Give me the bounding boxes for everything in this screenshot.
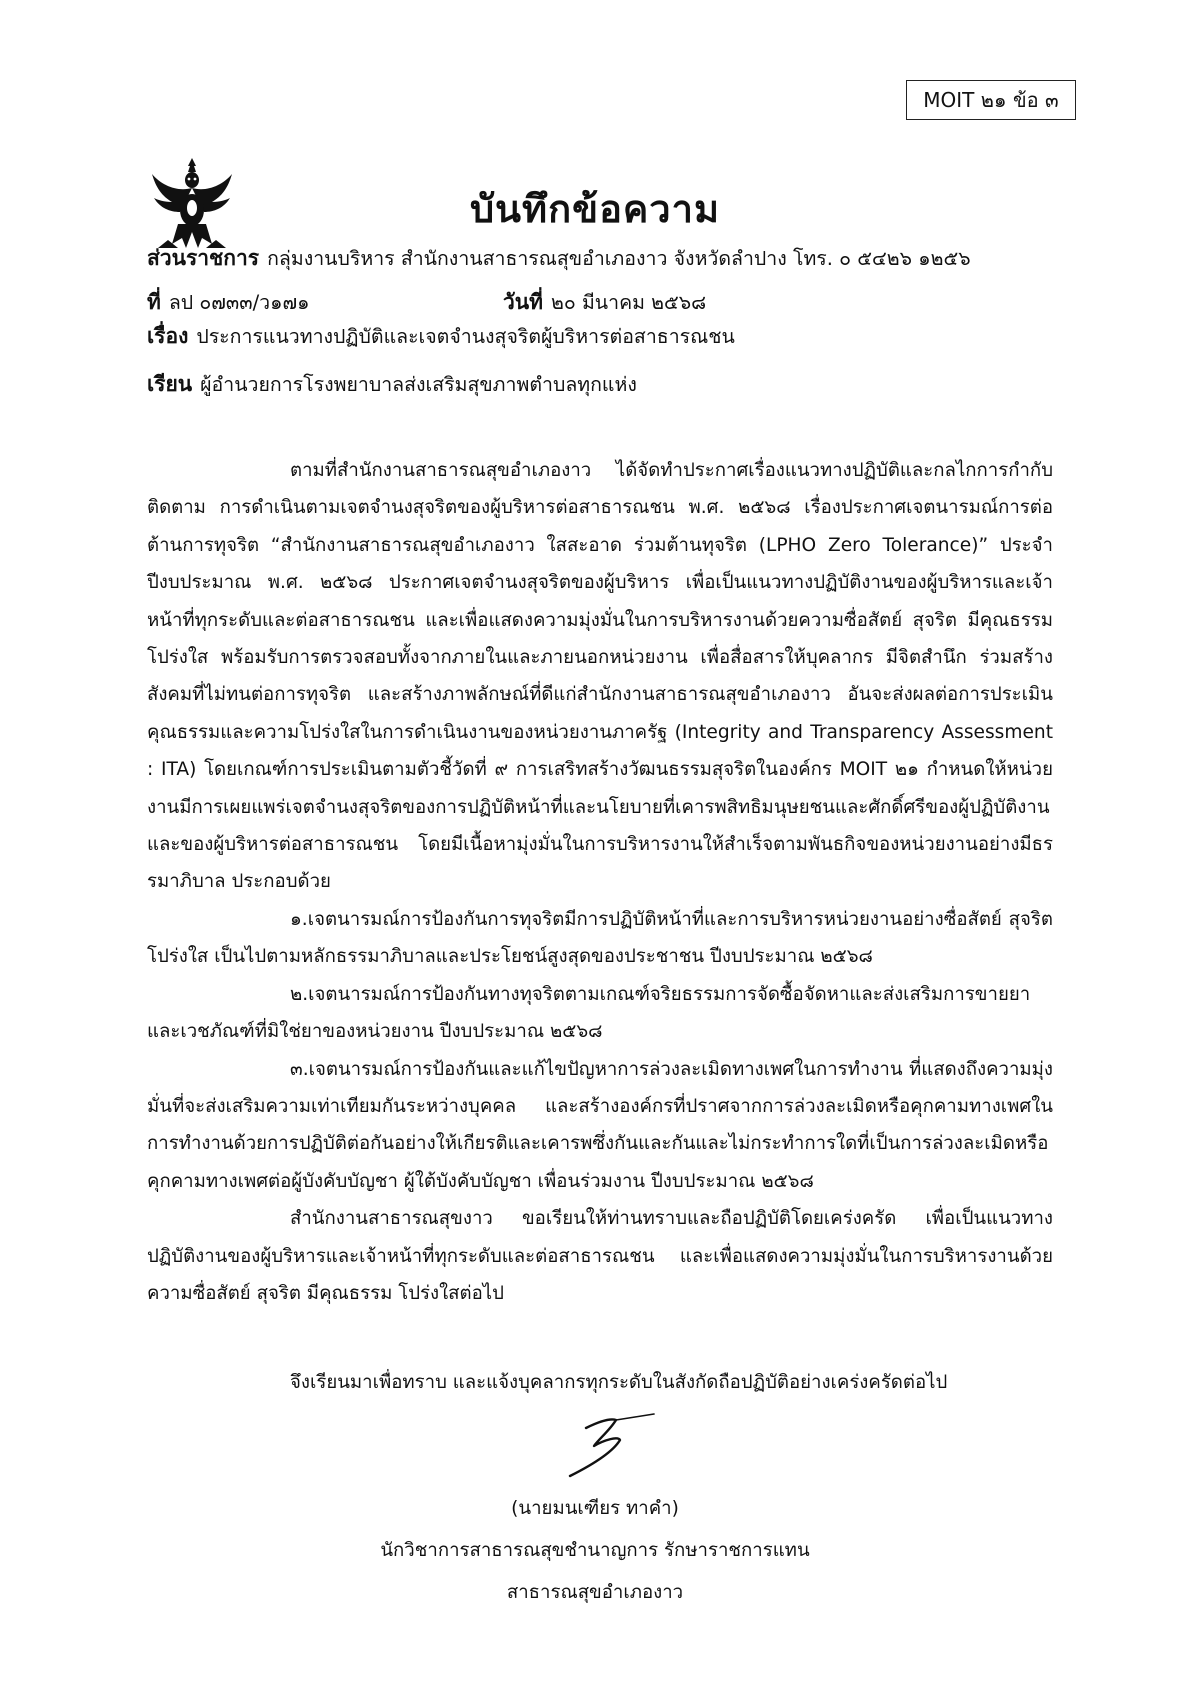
closing-line: จึงเรียนมาเพื่อทราบ และแจ้งบุคลากรทุกระดับในสังกัดถือปฏิบัติอย่างเคร่งครัดต่อไป — [290, 1372, 948, 1393]
to-label: เรียน — [147, 372, 193, 396]
body-item-3: ๓.เจตนารมณ์การป้องกันและแก้ไขปัญหาการล่วงละเมิดทางเพศในการทำงาน ที่แสดงถึงความมุ่งมั่นที่จะส่งเสริมความเท่าเทียมกันระหว่างบุคคล และสร้างองค์กรที่ปราศจากการล่วงละเมิดหรือคุกคามทางเพศในการทำงานด้วยการปฏิบัติต่อกันอย่างให้เกียรติและเคารพซึ่งกันและกันและไม่กระทำการใดที่เป็นการล่วงละเมิดหรือคุกคามทางเพศต่อผู้บังคับบัญชา ผู้ใต้บังคับบัญชา เพื่อนร่วมงาน ปีงบประมาณ ๒๕๖๘ — [147, 1058, 1053, 1192]
ref-tag: MOIT ๒๑ ข้อ ๓ — [906, 80, 1076, 120]
to-value: ผู้อำนวยการโรงพยาบาลส่งเสริมสุขภาพตำบลทุกแห่ง — [200, 373, 637, 396]
date-line — [503, 286, 706, 319]
signer-name: (นายมนเฑียร ทาคำ) — [511, 1498, 679, 1519]
ref-label: ที่ — [147, 290, 161, 314]
body-item-2: ๒.เจตนารมณ์การป้องกันทางทุจริตตามเกณฑ์จริยธรรมการจัดซื้อจัดหาและส่งเสริมการขายยาและเวชภัณฑ์ที่มิใช่ยาของหน่วยงาน ปีงบประมาณ ๒๕๖๘ — [147, 983, 1031, 1043]
ref-line — [147, 286, 310, 319]
division-line — [147, 242, 971, 275]
date-value: ๒๐ มีนาคม ๒๕๖๘ — [551, 291, 707, 314]
body-paragraph-intro: ตามที่สำนักงานสาธารณสุขอำเภองาว ได้จัดทำประกาศเรื่องแนวทางปฏิบัติและกลไกการกำกับติดตาม การดำเนินตามเจตจำนงสุจริตของผู้บริหารต่อสาธารณชน พ.ศ. ๒๕๖๘ เรื่องประกาศเจตนารมณ์การต่อต้านการทุจริต “สำนักงานสาธารณสุขอำเภองาว ใสสะอาด ร่วมต้านทุจริต (LPHO Zero Tolerance)” ประจำปีงบประมาณ พ.ศ. ๒๕๖๘ ประกาศเจตจำนงสุจริตของผู้บริหาร เพื่อเป็นแนวทางปฏิบัติงานของผู้บริหารและเจ้าหน้าที่ทุกระดับและต่อสาธารณชน และเพื่อแสดงความมุ่งมั่นในการบริหารงานด้วยความซื่อสัตย์ สุจริต มีคุณธรรม โปร่งใส พร้อมรับการตรวจสอบทั้งจากภายในและภายนอกหน่วยงาน เพื่อสื่อสารให้บุคลากร มีจิตสำนึก ร่วมสร้างสังคมที่ไม่ทนต่อการทุจริต และสร้างภาพลักษณ์ที่ดีแก่สำนักงานสาธารณสุขอำเภองาว อันจะส่งผลต่อการประเมินคุณธรรมและความโปร่งใสในการดำเนินงานของหน่วยงานภาครัฐ (Integrity and Transparency Assessment : ITA) โดยเกณฑ์การประเมินตามตัวชี้วัดที่ ๙ การเสริทสร้างวัฒนธรรมสุจริตในองค์กร MOIT ๒๑ กำหนดให้หน่วยงานมีการเผยแพร่เจตจำนงสุจริตของการปฏิบัติหน้าที่และนโยบายที่เคารพสิทธิมนุษยชนและศักดิ์ศรีของผู้ปฏิบัติงานและของผู้บริหารต่อสาธารณชน โดยมีเนื้อหามุ่งมั่นในการบริหารงานให้สำเร็จตามพันธกิจของหน่วยงานอย่างมีธรรมาภิบาล ประกอบด้วย — [147, 460, 1053, 893]
memo-title: บันทึกข้อความ — [469, 187, 721, 231]
body-item-1: ๑.เจตนารมณ์การป้องกันการทุจริตมีการปฏิบัติหน้าที่และการบริหารหน่วยงานอย่างซื่อสัตย์ สุจริต โปร่งใส เป็นไปตามหลักธรรมาภิบาลและประโยชน์สูงสุดของประชาชน ปีงบประมาณ ๒๕๖๘ — [147, 908, 1053, 968]
memo-body — [147, 452, 1053, 1312]
ref-value: ลป ๐๗๓๓/ว๑๗๑ — [168, 291, 310, 314]
signer-position: นักวิชาการสาธารณสุขชำนาญการ รักษาราชการแทน — [380, 1540, 810, 1561]
signer-office: สาธารณสุขอำเภองาว — [506, 1582, 684, 1603]
subject-line — [147, 320, 735, 353]
signature-image — [558, 1410, 658, 1480]
body-paragraph-conclusion: สำนักงานสาธารณสุขงาว ขอเรียนให้ท่านทราบและถือปฏิบัติโดยเคร่งครัด เพื่อเป็นแนวทางปฏิบัติงานของผู้บริหารและเจ้าหน้าที่ทุกระดับและต่อสาธารณชน และเพื่อแสดงความมุ่งมั่นในการบริหารงานด้วยความซื่อสัตย์ สุจริต มีคุณธรรม โปร่งใสต่อไป — [147, 1208, 1053, 1304]
date-label: วันที่ — [503, 290, 543, 314]
to-line — [147, 368, 637, 401]
division-value: กลุ่มงานบริหาร สำนักงานสาธารณสุขอำเภองาว จังหวัดลำปาง โทร. ๐ ๕๔๒๖ ๑๒๕๖ — [267, 247, 971, 270]
division-label: ส่วนราชการ — [147, 246, 260, 270]
subject-value: ประการแนวทางปฏิบัติและเจตจำนงสุจริตผู้บริหารต่อสาธารณชน — [196, 325, 735, 348]
subject-label: เรื่อง — [147, 324, 189, 348]
